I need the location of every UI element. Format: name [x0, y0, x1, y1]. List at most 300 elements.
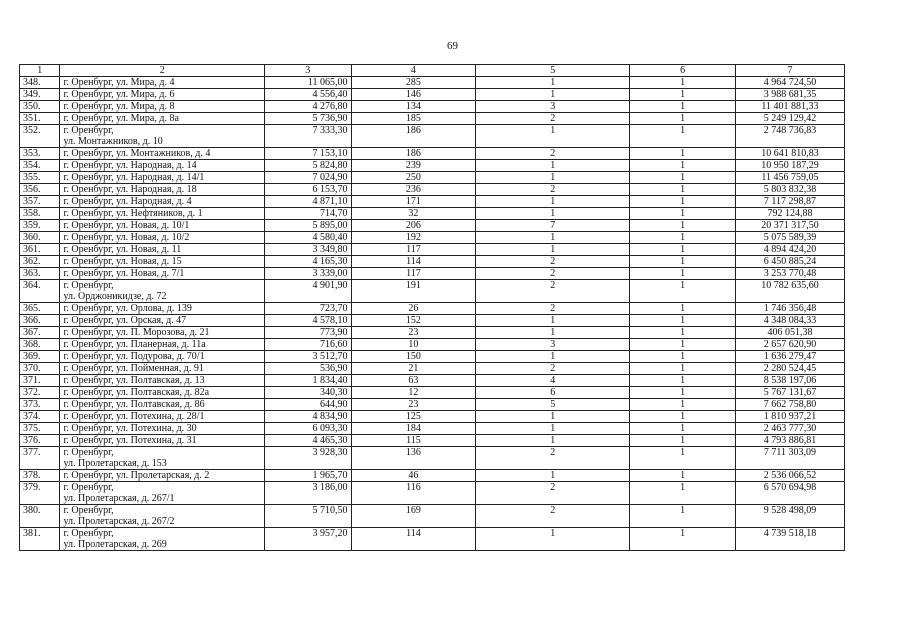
table-row [20, 375, 845, 387]
area-cell: 723,70 [265, 303, 352, 315]
cost-cell: 6 570 694,98 [735, 482, 844, 505]
area-cell: 4 871,10 [265, 196, 352, 208]
row-number: 371. [20, 375, 60, 387]
cost-cell: 7 117 298,87 [735, 196, 844, 208]
address-line: г. Оренбург, ул. Орская, д. 47 [63, 315, 187, 326]
row-number: 365. [20, 303, 60, 315]
address-cell [60, 184, 265, 196]
column-6-cell: 1 [630, 101, 736, 113]
table-row [20, 447, 845, 470]
header-row [20, 65, 845, 77]
column-6-cell: 1 [630, 528, 736, 551]
row-number: 368. [20, 339, 60, 351]
table-row [20, 220, 845, 232]
area-cell: 5 736,90 [265, 113, 352, 125]
address-cell [60, 423, 265, 435]
table-row [20, 435, 845, 447]
cost-cell: 6 450 885,24 [735, 256, 844, 268]
residents-cell: 26 [351, 303, 476, 315]
area-cell: 340,30 [265, 387, 352, 399]
column-6-cell: 1 [630, 160, 736, 172]
address-line: г. Оренбург, [63, 447, 114, 458]
address-cell [60, 113, 265, 125]
cost-cell: 2 463 777,30 [735, 423, 844, 435]
row-number: 349. [20, 89, 60, 101]
area-cell: 773,90 [265, 327, 352, 339]
column-header: 1 [20, 65, 60, 77]
cost-cell: 20 371 317,50 [735, 220, 844, 232]
column-6-cell: 1 [630, 482, 736, 505]
residents-cell: 146 [351, 89, 476, 101]
table-row [20, 315, 845, 327]
column-5-cell: 1 [476, 232, 630, 244]
column-6-cell: 1 [630, 399, 736, 411]
table-row [20, 244, 845, 256]
area-cell: 4 556,40 [265, 89, 352, 101]
address-cell [60, 363, 265, 375]
area-cell: 3 957,20 [265, 528, 352, 551]
table-row [20, 280, 845, 303]
column-5-cell: 2 [476, 363, 630, 375]
area-cell: 4 465,30 [265, 435, 352, 447]
column-5-cell: 1 [476, 528, 630, 551]
column-5-cell: 1 [476, 315, 630, 327]
address-line: ул. Монтажников, д. 10 [63, 136, 163, 147]
cost-cell: 4 894 424,20 [735, 244, 844, 256]
address-cell [60, 351, 265, 363]
area-cell: 3 349,80 [265, 244, 352, 256]
row-number: 359. [20, 220, 60, 232]
column-5-cell: 6 [476, 387, 630, 399]
cost-cell: 10 782 635,60 [735, 280, 844, 303]
cost-cell: 10 641 810,83 [735, 148, 844, 160]
cost-cell: 2 536 066,52 [735, 470, 844, 482]
address-cell [60, 528, 265, 551]
table-row [20, 399, 845, 411]
table-row [20, 148, 845, 160]
column-6-cell: 1 [630, 77, 736, 89]
residents-cell: 136 [351, 447, 476, 470]
residents-cell: 186 [351, 148, 476, 160]
address-line: г. Оренбург, ул. Нефтяников, д. 1 [63, 208, 203, 219]
column-6-cell: 1 [630, 315, 736, 327]
area-cell: 3 512,70 [265, 351, 352, 363]
column-header: 3 [265, 65, 352, 77]
column-5-cell: 1 [476, 172, 630, 184]
area-cell: 6 153,70 [265, 184, 352, 196]
row-number: 363. [20, 268, 60, 280]
row-number: 367. [20, 327, 60, 339]
area-cell: 4 165,30 [265, 256, 352, 268]
cost-cell: 5 803 832,38 [735, 184, 844, 196]
cost-cell: 2 748 736,83 [735, 125, 844, 148]
column-6-cell: 1 [630, 232, 736, 244]
address-line: г. Оренбург, [63, 280, 114, 291]
cost-cell: 5 075 589,39 [735, 232, 844, 244]
column-5-cell: 4 [476, 375, 630, 387]
address-line: г. Оренбург, ул. Мира, д. 4 [63, 77, 175, 88]
column-6-cell: 1 [630, 196, 736, 208]
address-cell [60, 101, 265, 113]
area-cell: 7 333,30 [265, 125, 352, 148]
area-cell: 11 065,00 [265, 77, 352, 89]
residents-cell: 152 [351, 315, 476, 327]
residents-cell: 206 [351, 220, 476, 232]
residents-cell: 63 [351, 375, 476, 387]
column-5-cell: 1 [476, 423, 630, 435]
column-5-cell: 2 [476, 280, 630, 303]
area-cell: 1 834,40 [265, 375, 352, 387]
address-line: г. Оренбург, ул. Мира, д. 8 [63, 101, 175, 112]
row-number: 360. [20, 232, 60, 244]
column-5-cell: 2 [476, 256, 630, 268]
row-number: 378. [20, 470, 60, 482]
column-header: 5 [476, 65, 630, 77]
column-6-cell: 1 [630, 423, 736, 435]
residents-cell: 23 [351, 327, 476, 339]
table-row [20, 470, 845, 482]
residents-cell: 239 [351, 160, 476, 172]
residents-cell: 46 [351, 470, 476, 482]
address-line: г. Оренбург, [63, 505, 114, 516]
address-line: г. Оренбург, ул. Новая, д. 7/1 [63, 268, 185, 279]
table-row [20, 101, 845, 113]
address-line: г. Оренбург, ул. Мира, д. 8а [63, 113, 179, 124]
row-number: 354. [20, 160, 60, 172]
residents-cell: 150 [351, 351, 476, 363]
cost-cell: 4 964 724,50 [735, 77, 844, 89]
residents-cell: 250 [351, 172, 476, 184]
row-number: 372. [20, 387, 60, 399]
row-number: 351. [20, 113, 60, 125]
column-5-cell: 1 [476, 411, 630, 423]
address-cell [60, 220, 265, 232]
column-5-cell: 1 [476, 351, 630, 363]
column-5-cell: 7 [476, 220, 630, 232]
address-line: г. Оренбург, ул. Орлова, д. 139 [63, 303, 192, 314]
area-cell: 4 901,90 [265, 280, 352, 303]
column-6-cell: 1 [630, 411, 736, 423]
area-cell: 644,90 [265, 399, 352, 411]
address-line: г. Оренбург, ул. Пролетарская, д. 2 [63, 470, 210, 481]
table-row [20, 256, 845, 268]
column-6-cell: 1 [630, 113, 736, 125]
residents-cell: 117 [351, 268, 476, 280]
row-number: 362. [20, 256, 60, 268]
address-cell [60, 505, 265, 528]
row-number: 357. [20, 196, 60, 208]
table-row [20, 505, 845, 528]
row-number: 364. [20, 280, 60, 303]
address-line: г. Оренбург, ул. Народная, д. 4 [63, 196, 192, 207]
row-number: 369. [20, 351, 60, 363]
column-5-cell: 1 [476, 125, 630, 148]
area-cell: 4 578,10 [265, 315, 352, 327]
cost-cell: 3 988 681,35 [735, 89, 844, 101]
table-row [20, 208, 845, 220]
area-cell: 5 710,50 [265, 505, 352, 528]
address-cell [60, 315, 265, 327]
address-cell [60, 244, 265, 256]
address-line: г. Оренбург, ул. Новая, д. 10/2 [63, 232, 190, 243]
address-line: г. Оренбург, ул. Народная, д. 14 [63, 160, 197, 171]
residents-cell: 134 [351, 101, 476, 113]
table-row [20, 303, 845, 315]
table-row [20, 77, 845, 89]
cost-cell: 7 662 758,80 [735, 399, 844, 411]
residents-cell: 191 [351, 280, 476, 303]
address-line: г. Оренбург, ул. Мира, д. 6 [63, 89, 175, 100]
table-row [20, 387, 845, 399]
row-number: 374. [20, 411, 60, 423]
residents-cell: 114 [351, 528, 476, 551]
address-cell [60, 148, 265, 160]
cost-cell: 7 711 303,09 [735, 447, 844, 470]
column-6-cell: 1 [630, 351, 736, 363]
column-6-cell: 1 [630, 303, 736, 315]
cost-cell: 2 657 620,90 [735, 339, 844, 351]
address-cell [60, 327, 265, 339]
residents-cell: 21 [351, 363, 476, 375]
column-5-cell: 5 [476, 399, 630, 411]
address-cell [60, 399, 265, 411]
cost-cell: 1 746 356,48 [735, 303, 844, 315]
residents-cell: 192 [351, 232, 476, 244]
row-number: 353. [20, 148, 60, 160]
address-cell [60, 172, 265, 184]
address-cell [60, 256, 265, 268]
address-cell [60, 411, 265, 423]
cost-cell: 11 401 881,33 [735, 101, 844, 113]
cost-cell: 9 528 498,09 [735, 505, 844, 528]
residents-cell: 115 [351, 435, 476, 447]
address-line: г. Оренбург, ул. Полтавская, д. 13 [63, 375, 205, 386]
row-number: 380. [20, 505, 60, 528]
table-body [20, 65, 845, 551]
column-5-cell: 3 [476, 101, 630, 113]
column-5-cell: 1 [476, 327, 630, 339]
column-5-cell: 1 [476, 244, 630, 256]
column-6-cell: 1 [630, 184, 736, 196]
address-cell [60, 280, 265, 303]
area-cell: 3 186,00 [265, 482, 352, 505]
row-number: 355. [20, 172, 60, 184]
residents-cell: 117 [351, 244, 476, 256]
residents-cell: 23 [351, 399, 476, 411]
column-6-cell: 1 [630, 447, 736, 470]
column-5-cell: 2 [476, 447, 630, 470]
column-5-cell: 2 [476, 184, 630, 196]
area-cell: 3 339,00 [265, 268, 352, 280]
residents-cell: 285 [351, 77, 476, 89]
column-5-cell: 1 [476, 208, 630, 220]
address-line: г. Оренбург, ул. Монтажников, д. 4 [63, 148, 211, 159]
row-number: 348. [20, 77, 60, 89]
address-line: г. Оренбург, ул. Потехина, д. 30 [63, 423, 197, 434]
residents-cell: 12 [351, 387, 476, 399]
cost-cell: 5 767 131,67 [735, 387, 844, 399]
area-cell: 4 580,40 [265, 232, 352, 244]
row-number: 370. [20, 363, 60, 375]
row-number: 377. [20, 447, 60, 470]
residents-cell: 185 [351, 113, 476, 125]
address-cell [60, 196, 265, 208]
column-6-cell: 1 [630, 375, 736, 387]
residents-cell: 169 [351, 505, 476, 528]
residents-cell: 114 [351, 256, 476, 268]
address-cell [60, 77, 265, 89]
table-row [20, 196, 845, 208]
column-5-cell: 1 [476, 435, 630, 447]
column-5-cell: 1 [476, 196, 630, 208]
residents-cell: 125 [351, 411, 476, 423]
address-cell [60, 482, 265, 505]
column-header: 6 [630, 65, 736, 77]
column-6-cell: 1 [630, 363, 736, 375]
row-number: 376. [20, 435, 60, 447]
residents-cell: 236 [351, 184, 476, 196]
column-5-cell: 2 [476, 303, 630, 315]
address-line: ул. Пролетарская, д. 153 [63, 458, 167, 469]
address-line: г. Оренбург, [63, 125, 114, 136]
cost-cell: 4 739 518,18 [735, 528, 844, 551]
area-cell: 3 928,30 [265, 447, 352, 470]
address-line: ул. Пролетарская, д. 267/2 [63, 516, 175, 527]
cost-cell: 1 810 937,21 [735, 411, 844, 423]
column-6-cell: 1 [630, 172, 736, 184]
address-line: г. Оренбург, [63, 482, 114, 493]
address-line: г. Оренбург, ул. Полтавская, д. 86 [63, 399, 205, 410]
cost-cell: 3 253 770,48 [735, 268, 844, 280]
area-cell: 6 093,30 [265, 423, 352, 435]
area-cell: 1 965,70 [265, 470, 352, 482]
address-line: г. Оренбург, ул. Подурова, д. 70/1 [63, 351, 205, 362]
column-6-cell: 1 [630, 280, 736, 303]
residents-cell: 10 [351, 339, 476, 351]
residents-cell: 116 [351, 482, 476, 505]
address-cell [60, 435, 265, 447]
area-cell: 714,70 [265, 208, 352, 220]
address-line: г. Оренбург, ул. Народная, д. 18 [63, 184, 197, 195]
address-line: г. Оренбург, [63, 528, 114, 539]
column-6-cell: 1 [630, 327, 736, 339]
table-row [20, 184, 845, 196]
cost-cell: 1 636 279,47 [735, 351, 844, 363]
column-6-cell: 1 [630, 268, 736, 280]
address-cell [60, 303, 265, 315]
table-row [20, 268, 845, 280]
table-row [20, 423, 845, 435]
area-cell: 4 834,90 [265, 411, 352, 423]
row-number: 381. [20, 528, 60, 551]
area-cell: 536,90 [265, 363, 352, 375]
row-number: 366. [20, 315, 60, 327]
housing-table [19, 64, 845, 551]
address-cell [60, 375, 265, 387]
area-cell: 7 024,90 [265, 172, 352, 184]
column-5-cell: 2 [476, 482, 630, 505]
address-line: ул. Пролетарская, д. 269 [63, 539, 167, 550]
table-row [20, 160, 845, 172]
table-row [20, 363, 845, 375]
column-6-cell: 1 [630, 148, 736, 160]
address-cell [60, 89, 265, 101]
address-line: г. Оренбург, ул. Планерная, д. 11а [63, 339, 206, 350]
address-cell [60, 268, 265, 280]
area-cell: 716,60 [265, 339, 352, 351]
address-line: г. Оренбург, ул. Полтавская, д. 82а [63, 387, 210, 398]
column-6-cell: 1 [630, 339, 736, 351]
residents-cell: 184 [351, 423, 476, 435]
row-number: 358. [20, 208, 60, 220]
row-number: 375. [20, 423, 60, 435]
table-row [20, 172, 845, 184]
address-cell [60, 125, 265, 148]
cost-cell: 5 249 129,42 [735, 113, 844, 125]
row-number: 356. [20, 184, 60, 196]
table-row [20, 125, 845, 148]
table-row [20, 232, 845, 244]
column-6-cell: 1 [630, 125, 736, 148]
row-number: 361. [20, 244, 60, 256]
residents-cell: 32 [351, 208, 476, 220]
address-cell [60, 339, 265, 351]
column-6-cell: 1 [630, 256, 736, 268]
row-number: 350. [20, 101, 60, 113]
cost-cell: 2 280 524,45 [735, 363, 844, 375]
column-5-cell: 1 [476, 77, 630, 89]
address-cell [60, 208, 265, 220]
column-header: 2 [60, 65, 265, 77]
column-6-cell: 1 [630, 435, 736, 447]
column-5-cell: 2 [476, 113, 630, 125]
table-row [20, 411, 845, 423]
table-row [20, 89, 845, 101]
column-6-cell: 1 [630, 220, 736, 232]
address-line: ул. Пролетарская, д. 267/1 [63, 493, 175, 504]
cost-cell: 10 950 187,29 [735, 160, 844, 172]
column-6-cell: 1 [630, 89, 736, 101]
cost-cell: 792 124,88 [735, 208, 844, 220]
table-row [20, 327, 845, 339]
table-row [20, 528, 845, 551]
cost-cell: 4 348 084,33 [735, 315, 844, 327]
cost-cell: 11 456 759,05 [735, 172, 844, 184]
cost-cell: 8 538 197,06 [735, 375, 844, 387]
row-number: 373. [20, 399, 60, 411]
area-cell: 4 276,80 [265, 101, 352, 113]
table-row [20, 339, 845, 351]
address-line: г. Оренбург, ул. Пойменная, д. 91 [63, 363, 204, 374]
residents-cell: 171 [351, 196, 476, 208]
cost-cell: 406 051,38 [735, 327, 844, 339]
page-number: 69 [447, 40, 458, 52]
table-row [20, 351, 845, 363]
row-number: 352. [20, 125, 60, 148]
column-5-cell: 1 [476, 160, 630, 172]
cost-cell: 4 793 886,81 [735, 435, 844, 447]
table-row [20, 482, 845, 505]
column-header: 4 [351, 65, 476, 77]
column-6-cell: 1 [630, 387, 736, 399]
address-line: г. Оренбург, ул. Народная, д. 14/1 [63, 172, 205, 183]
address-line: г. Оренбург, ул. Потехина, д. 31 [63, 435, 197, 446]
address-line: г. Оренбург, ул. П. Морозова, д. 21 [63, 327, 210, 338]
column-5-cell: 3 [476, 339, 630, 351]
row-number: 379. [20, 482, 60, 505]
column-header: 7 [735, 65, 844, 77]
column-6-cell: 1 [630, 505, 736, 528]
